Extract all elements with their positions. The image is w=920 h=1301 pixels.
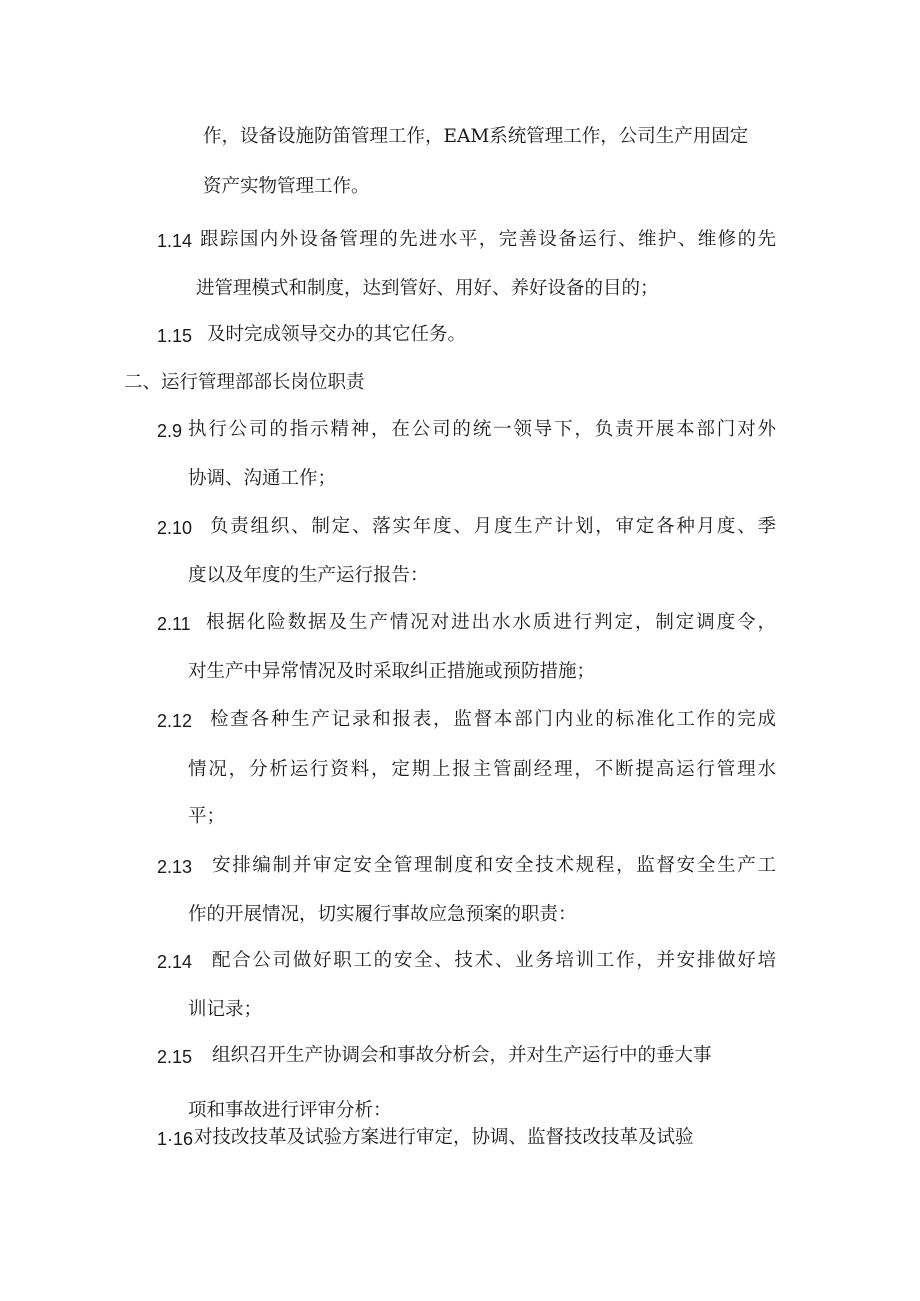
item-number: 1.15 bbox=[157, 326, 193, 346]
item-text-line: 进管理模式和制度，达到管好、用好、养好设备的目的； bbox=[196, 278, 659, 299]
item-number: 1.14 bbox=[157, 231, 193, 251]
item-text-line: 根据化险数据及生产情况对进出水水质进行判定，制定调度令， bbox=[206, 612, 776, 633]
item-number: 2.9 bbox=[157, 421, 183, 441]
item-text-line: 对生产中异常情况及时采取纠正措施或预防措施； bbox=[188, 661, 596, 682]
item-text-line: 安排编制并审定安全管理制度和安全技术规程，监督安全生产工 bbox=[212, 855, 776, 876]
item-number: 2.11 bbox=[157, 614, 191, 634]
item-text-line: 度以及年度的生产运行报告： bbox=[188, 565, 429, 586]
item-text-line: 对技改技革及试验方案进行审定，协调、监督技改技革及试验 bbox=[194, 1127, 694, 1148]
item-text-line: 跟踪国内外设备管理的先进水平，完善设备运行、维护、维修的先 bbox=[200, 229, 776, 250]
item-text-line: 负责组织、制定、落实年度、月度生产计划，审定各种月度、季 bbox=[210, 516, 776, 537]
item-number: 2.14 bbox=[157, 952, 193, 972]
item-number: 2.12 bbox=[157, 711, 193, 731]
item-text-line: 作的开展情况，切实履行事故应急预案的职责： bbox=[188, 904, 577, 925]
item-text-line: 执行公司的指示精神，在公司的统一领导下，负责开展本部门对外 bbox=[188, 419, 776, 440]
item-number: 2.15 bbox=[157, 1047, 193, 1067]
item-number: 2.10 bbox=[157, 518, 193, 538]
item-text-line: 训记录； bbox=[188, 999, 263, 1020]
item-text-line: 项和事故进行评审分析： bbox=[188, 1100, 392, 1121]
item-number: 1·16 bbox=[157, 1129, 194, 1149]
item-text-line: 组织召开生产协调会和事故分析会，并对生产运行中的垂大事 bbox=[212, 1045, 712, 1066]
item-text-line: 协调、沟通工作； bbox=[188, 468, 337, 489]
continuation-line-1: 作，设备设施防笛管理工作，EAM系统管理工作，公司生产用固定 bbox=[203, 126, 749, 147]
item-text-line: 情况，分析运行资料，定期上报主管副经理，不断提高运行管理水 bbox=[188, 759, 776, 780]
item-text-line: 平； bbox=[188, 806, 226, 827]
item-text-line: 配合公司做好职工的安全、技术、业务培训工作，并安排做好培 bbox=[212, 950, 776, 971]
item-text-line: 及时完成领导交办的其它任务。 bbox=[207, 324, 467, 345]
item-text-line: 检查各种生产记录和报表，监督本部门内业的标准化工作的完成 bbox=[210, 709, 776, 730]
section-heading: 二、运行管理部部长岗位职责 bbox=[124, 372, 365, 393]
continuation-line-2: 资产实物管理工作。 bbox=[203, 176, 370, 197]
item-number: 2.13 bbox=[157, 857, 193, 877]
